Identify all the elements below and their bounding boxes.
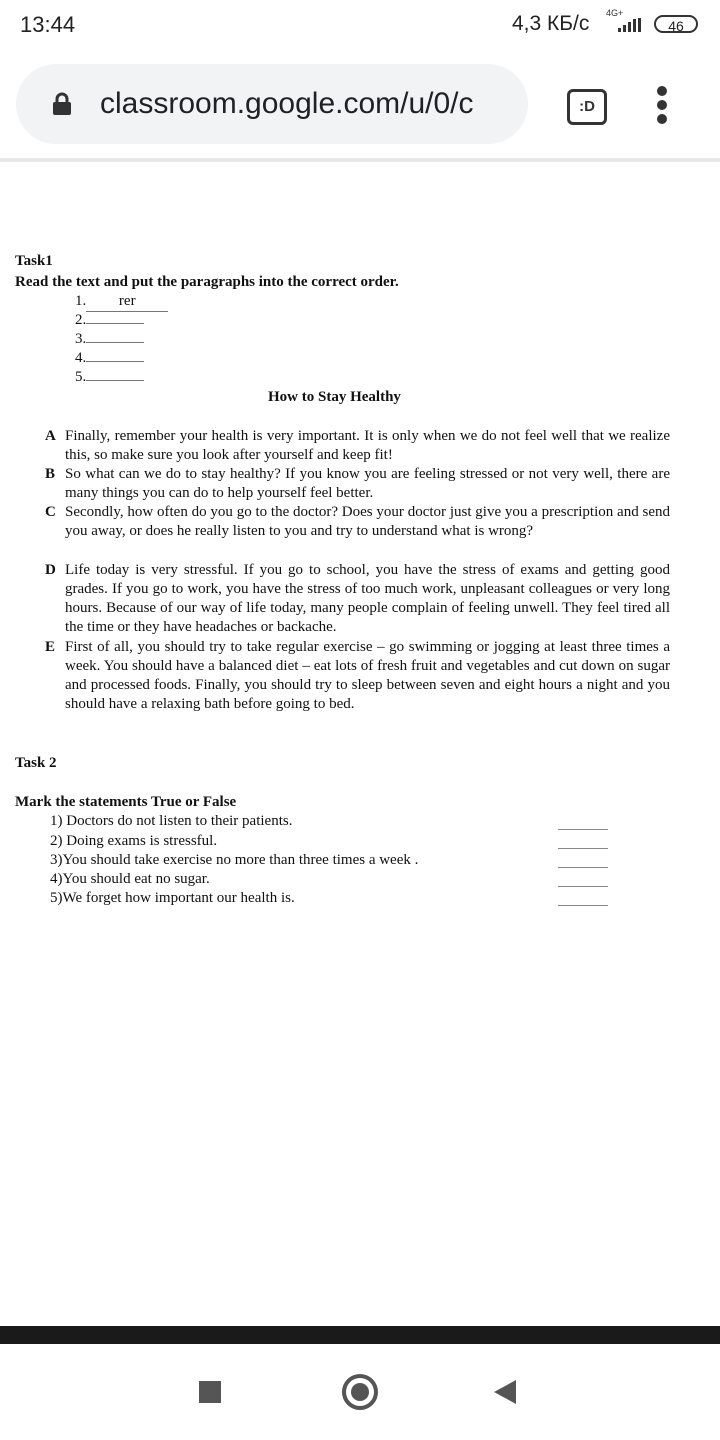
paragraph-letter: B	[45, 466, 56, 482]
url-text[interactable]: classroom.google.com/u/0/c	[100, 87, 474, 120]
paragraph-text: Finally, remember your health is very important. It is only when we do not feel well that we realize this, so make sure you look after yourself and keep fit!	[65, 428, 670, 463]
order-number: 3.	[75, 331, 87, 347]
paragraph-b	[45, 465, 670, 503]
paragraph-d	[45, 561, 670, 637]
text-title: How to Stay Healthy	[268, 389, 401, 405]
answer-blank	[86, 342, 144, 343]
overflow-menu-icon[interactable]	[650, 86, 674, 124]
tab-switcher-button[interactable]: :D	[567, 89, 607, 125]
address-bar[interactable]	[16, 64, 528, 144]
document-page	[0, 162, 720, 1326]
order-line	[75, 292, 168, 312]
task2-instruction: Mark the statements True or False	[15, 794, 237, 810]
answer-line	[558, 886, 608, 887]
order-number: 2.	[75, 312, 87, 328]
paragraph-c	[45, 503, 670, 541]
network-speed: 4,3 КБ/с	[512, 12, 590, 35]
paragraph-letter: D	[45, 562, 56, 578]
status-time: 13:44	[20, 12, 76, 37]
order-line	[75, 368, 144, 387]
paragraph-a	[45, 427, 670, 465]
navigation-bar	[0, 1344, 720, 1440]
signal-icon	[612, 18, 644, 32]
answer-blank: rer	[86, 292, 168, 312]
order-line	[75, 311, 144, 330]
paragraph-text: First of all, you should try to take regular exercise – go swimming or jogging at least three times a week. You should have a balanced diet – eat lots of fresh fruit and vegetables and cut down on sugar and processed foods. Finally, you should try to sleep between seven and eight hours a night and you should have a relaxing bath before going to bed.	[65, 639, 670, 712]
order-line	[75, 330, 144, 349]
paragraph-letter: A	[45, 428, 56, 444]
statement-item: 3)You should take exercise no more than three times a week .	[50, 852, 419, 868]
order-line	[75, 349, 144, 368]
network-type: 4G+	[606, 8, 624, 18]
answer-blank	[86, 361, 144, 362]
answer-line	[558, 905, 608, 906]
statement-item: 2) Doing exams is stressful.	[50, 833, 218, 849]
status-bar	[0, 0, 720, 50]
paragraph-letter: E	[45, 639, 56, 655]
back-icon[interactable]	[494, 1380, 516, 1404]
paragraph-e	[45, 638, 670, 714]
recent-apps-icon[interactable]	[199, 1381, 221, 1403]
home-icon[interactable]	[342, 1374, 378, 1410]
task1-instruction: Read the text and put the paragraphs into the correct order.	[15, 274, 399, 290]
answer-line	[558, 867, 608, 868]
lock-icon	[52, 92, 72, 116]
task1-title: Task1	[15, 253, 53, 269]
answer-blank	[86, 380, 144, 381]
order-number: 4.	[75, 350, 87, 366]
paragraph-text: So what can we do to stay healthy? If you know you are feeling stressed or not very well, there are many things you can do to help yourself feel better.	[65, 466, 670, 501]
answer-line	[558, 848, 608, 849]
battery-icon: 46	[654, 15, 698, 33]
answer-blank	[86, 323, 144, 324]
paragraph-text: Secondly, how often do you go to the doctor? Does your doctor just give you a prescription and send you away, or does he really listen to you and try to understand what is wrong?	[65, 504, 670, 539]
viewer-bottom-bar	[0, 1326, 720, 1344]
statement-item: 5)We forget how important our health is.	[50, 890, 295, 906]
paragraph-text: Life today is very stressful. If you go to school, you have the stress of exams and getting good grades. If you go to work, you have the stress of too much work, unpleasant colleagues or very long hours. Because of our way of life today, many people complain of feeling unwell. They feel tired all the time or they have headaches or backache.	[65, 562, 670, 635]
answer-line	[558, 829, 608, 830]
statement-item: 4)You should eat no sugar.	[50, 871, 210, 887]
order-number: 5.	[75, 369, 87, 385]
paragraph-letter: C	[45, 504, 56, 520]
statement-item: 1) Doctors do not listen to their patients.	[50, 813, 293, 829]
order-number: 1.	[75, 293, 87, 309]
task2-title: Task 2	[15, 755, 57, 771]
